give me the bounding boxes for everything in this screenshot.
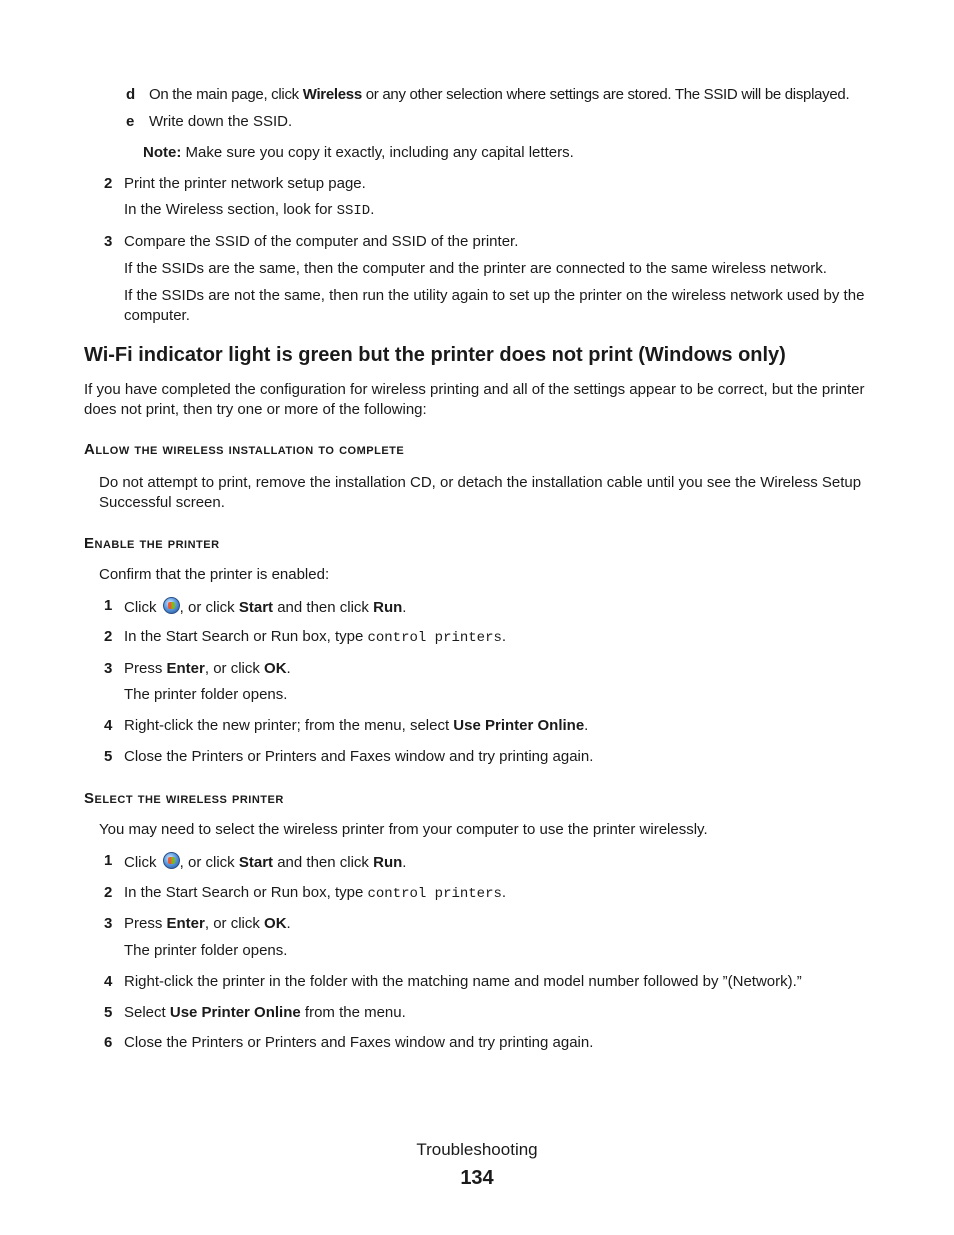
windows-start-orb-icon [163,597,180,614]
step-number: 1 [104,852,113,869]
select-step-1: Click , or click Start and then click Run. [124,854,407,871]
select-step-3-sub: The printer folder opens. [124,942,288,959]
note: Note: Make sure you copy it exactly, including any capital letters. [143,144,574,161]
step-3-text: Compare the SSID of the computer and SSID of the printer. [124,233,519,250]
step-2-sub: In the Wireless section, look for SSID. [124,201,375,219]
select-step-3: Press Enter, or click OK. [124,915,291,932]
step-number: 4 [104,973,113,990]
section-title: Wi-Fi indicator light is green but the printer does not print (Windows only) [84,344,786,366]
step-number: 6 [104,1034,113,1051]
section-intro: If you have completed the configuration for wireless printing and all of the settings appear to be correct, but the printer does not print, then try one or more of the following: [84,381,865,418]
enable-step-1: Click , or click Start and then click Run. [124,599,407,616]
step-letter-e: e [126,113,135,130]
subheading-enable: Enable the printer [84,535,220,552]
step-number: 2 [104,628,113,645]
allow-text: Do not attempt to print, remove the installation CD, or detach the installation cable until you see the Wireless Setup Successful screen. [99,474,862,511]
enable-step-3: Press Enter, or click OK. [124,660,291,677]
windows-start-orb-icon [163,852,180,869]
page-number: 134 [460,1167,494,1189]
step-number: 1 [104,597,113,614]
enable-intro: Confirm that the printer is enabled: [99,566,330,583]
footer-section-title: Troubleshooting [416,1140,538,1159]
step-number: 5 [104,1004,113,1021]
select-intro: You may need to select the wireless printer from your computer to use the printer wirelessly. [99,821,708,838]
step-letter-d: d [126,86,136,103]
step-number: 3 [104,660,113,677]
enable-step-5: Close the Printers or Printers and Faxes window and try printing again. [124,748,594,765]
enable-step-2: In the Start Search or Run box, type control printers. [124,628,507,646]
enable-step-3-sub: The printer folder opens. [124,686,288,703]
select-step-6: Close the Printers or Printers and Faxes window and try printing again. [124,1034,594,1051]
step-number: 2 [104,175,113,192]
step-number: 5 [104,748,113,765]
step-e-text: Write down the SSID. [149,113,293,130]
select-step-4: Right-click the printer in the folder with the matching name and model number followed by ”(Network).” [124,973,802,990]
step-3-sub1: If the SSIDs are the same, then the computer and the printer are connected to the same wireless network. [124,260,827,277]
subheading-select: Select the wireless printer [84,790,284,807]
step-2-text: Print the printer network setup page. [124,175,366,192]
step-number: 3 [104,915,113,932]
step-number: 2 [104,884,113,901]
subheading-allow: Allow the wireless installation to complete [84,441,405,458]
select-step-2: In the Start Search or Run box, type control printers. [124,884,507,902]
select-step-5: Select Use Printer Online from the menu. [124,1004,406,1021]
step-number: 4 [104,717,113,734]
step-3-sub2: If the SSIDs are not the same, then run the utility again to set up the printer on the wireless network used by the computer. [124,287,865,324]
step-d-text: On the main page, click Wireless or any other selection where settings are stored. The SSID will be displayed. [149,86,850,103]
step-number: 3 [104,233,113,250]
enable-step-4: Right-click the new printer; from the menu, select Use Printer Online. [124,717,589,734]
